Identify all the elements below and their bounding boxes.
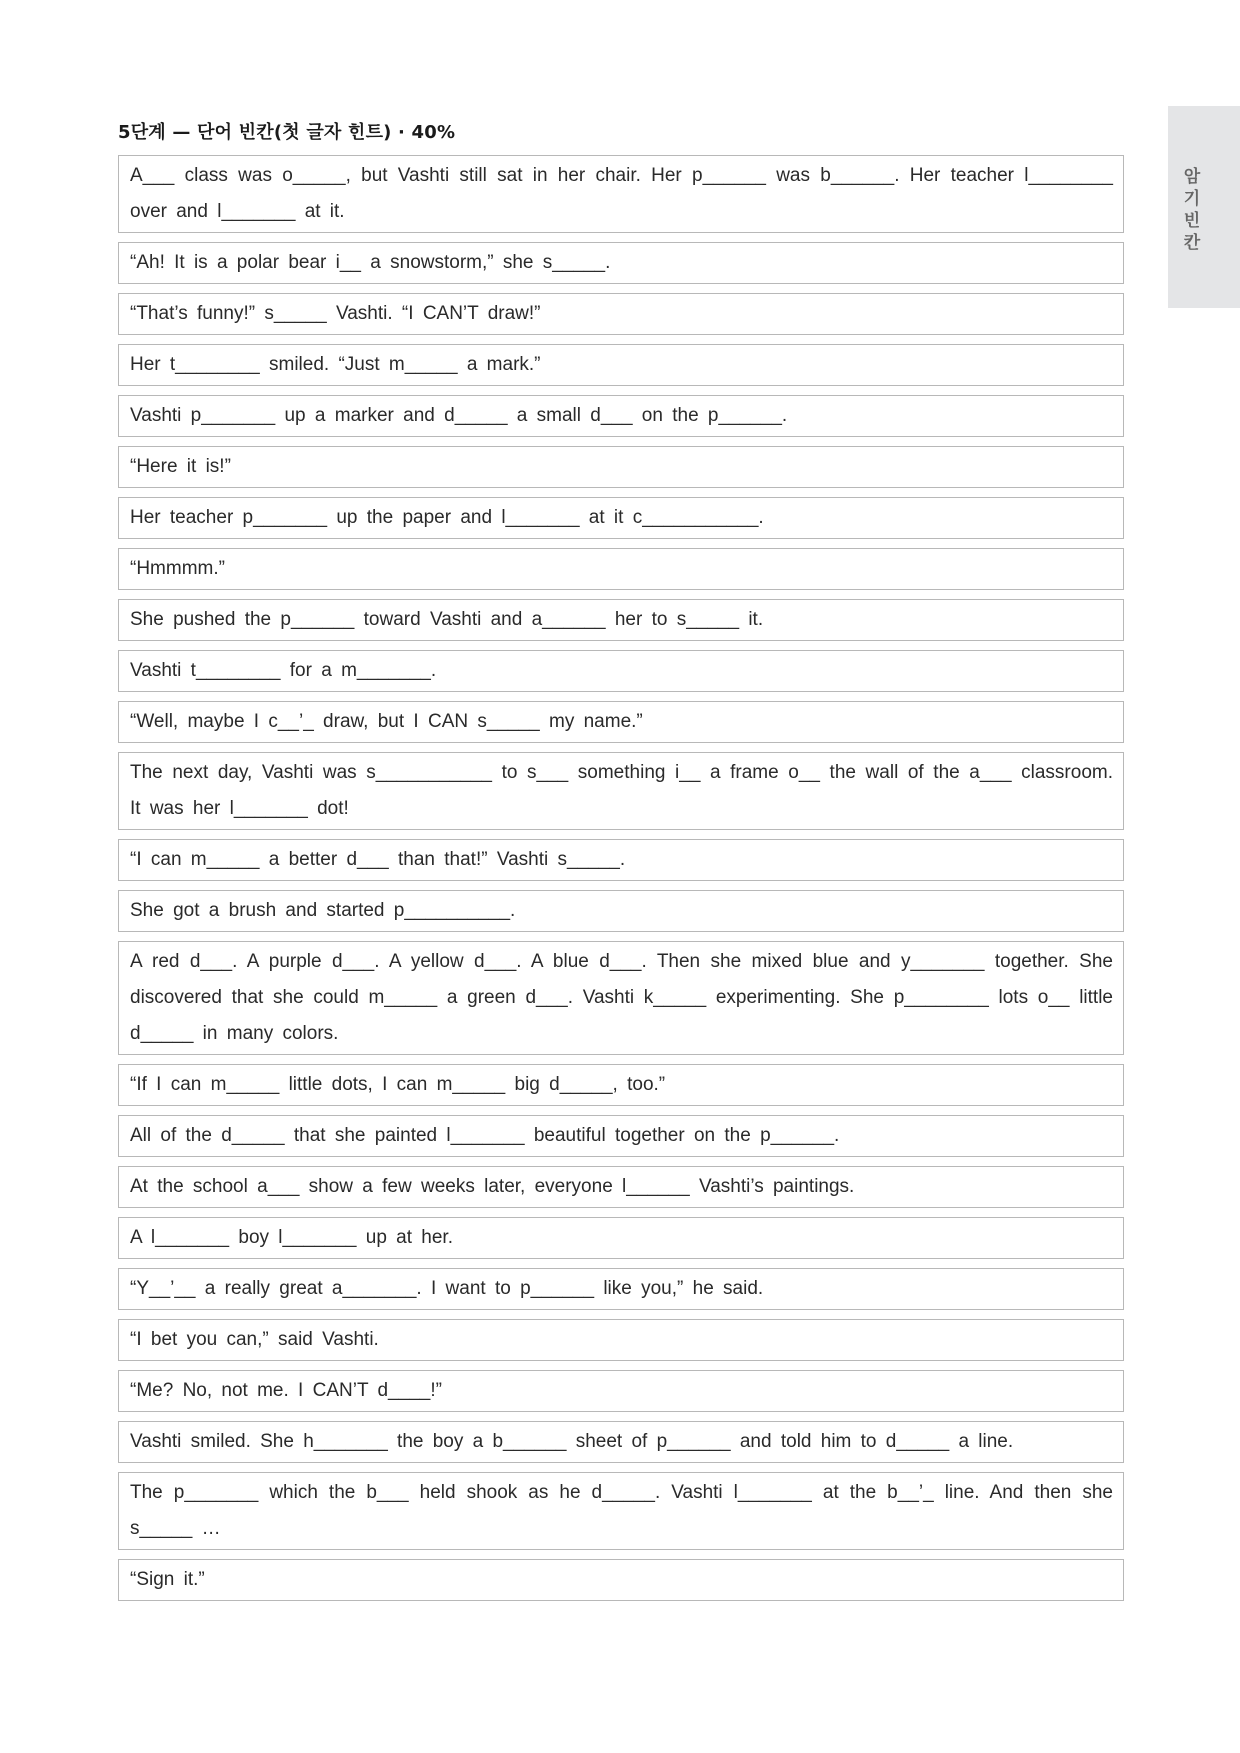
sentence-list bbox=[118, 155, 1124, 1610]
sentence-row-2: “Ah! It is a polar bear i__ a snowstorm,” she s_____. bbox=[118, 242, 1124, 284]
sentence-row-17: All of the d_____ that she painted l_______ beautiful together on the p______. bbox=[118, 1115, 1124, 1157]
sentence-row-6: “Here it is!” bbox=[118, 446, 1124, 488]
sentence-row-21: “I bet you can,” said Vashti. bbox=[118, 1319, 1124, 1361]
sentence-row-7: Her teacher p_______ up the paper and l_______ at it c___________. bbox=[118, 497, 1124, 539]
sentence-row-16: “If I can m_____ little dots, I can m_____ big d_____, too.” bbox=[118, 1064, 1124, 1106]
sentence-row-22: “Me? No, not me. I CAN’T d____!” bbox=[118, 1370, 1124, 1412]
sentence-row-18: At the school a___ show a few weeks later, everyone l______ Vashti’s paintings. bbox=[118, 1166, 1124, 1208]
sentence-row-20: “Y__’__ a really great a_______. I want to p______ like you,” he said. bbox=[118, 1268, 1124, 1310]
sentence-row-25: “Sign it.” bbox=[118, 1559, 1124, 1601]
sentence-row-24: The p_______ which the b___ held shook as he d_____. Vashti l_______ at the b__’_ line. And then she s_____ … bbox=[118, 1472, 1124, 1550]
sentence-row-11: “Well, maybe I c__’_ draw, but I CAN s_____ my name.” bbox=[118, 701, 1124, 743]
sentence-row-5: Vashti p_______ up a marker and d_____ a small d___ on the p______. bbox=[118, 395, 1124, 437]
side-tab bbox=[1168, 106, 1240, 308]
sentence-row-12: The next day, Vashti was s___________ to s___ something i__ a frame o__ the wall of the a___ classroom. It was her l_______ dot! bbox=[118, 752, 1124, 830]
sentence-row-10: Vashti t________ for a m_______. bbox=[118, 650, 1124, 692]
sentence-row-1: A___ class was o_____, but Vashti still sat in her chair. Her p______ was b______. Her teacher l________ over and l_______ at it. bbox=[118, 155, 1124, 233]
sentence-row-15: A red d___. A purple d___. A yellow d___. A blue d___. Then she mixed blue and y_______ together. She discovered that she could m_____ a green d___. Vashti k_____ experimenting. She p________ lots o__ little d_____ in many colors. bbox=[118, 941, 1124, 1055]
side-tab-label: 암기빈칸 bbox=[1183, 167, 1201, 253]
sentence-row-23: Vashti smiled. She h_______ the boy a b______ sheet of p______ and told him to d_____ a line. bbox=[118, 1421, 1124, 1463]
sentence-row-19: A l_______ boy l_______ up at her. bbox=[118, 1217, 1124, 1259]
sentence-row-9: She pushed the p______ toward Vashti and a______ her to s_____ it. bbox=[118, 599, 1124, 641]
sentence-row-13: “I can m_____ a better d___ than that!” Vashti s_____. bbox=[118, 839, 1124, 881]
page-title: 5단계 — 단어 빈칸(첫 글자 힌트) · 40% bbox=[118, 122, 456, 143]
sentence-row-14: She got a brush and started p__________. bbox=[118, 890, 1124, 932]
sentence-row-3: “That’s funny!” s_____ Vashti. “I CAN’T draw!” bbox=[118, 293, 1124, 335]
sentence-row-8: “Hmmmm.” bbox=[118, 548, 1124, 590]
sentence-row-4: Her t________ smiled. “Just m_____ a mark.” bbox=[118, 344, 1124, 386]
